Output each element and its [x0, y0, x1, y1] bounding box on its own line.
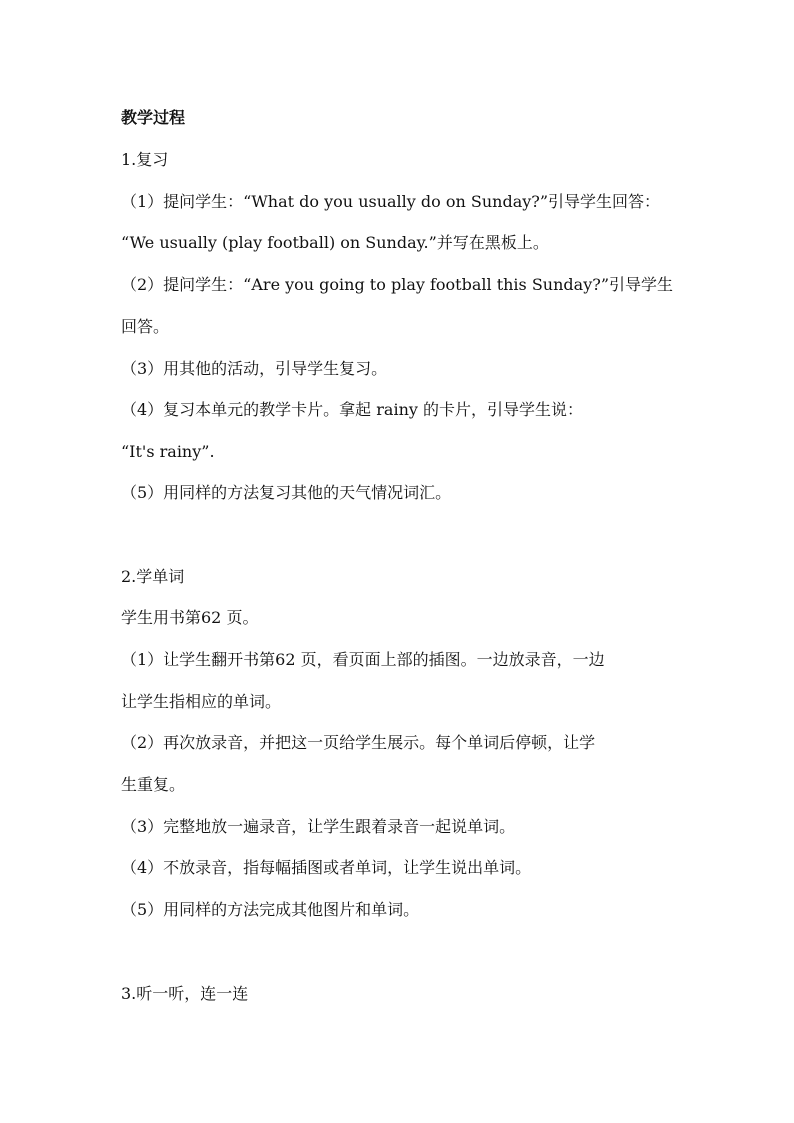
section-2-line-3: 让学生指相应的单词。 [121, 692, 282, 711]
section-2-line-7: （4）不放录音，指每幅插图或者单词，让学生说出单词。 [121, 858, 532, 877]
section-1-line-8: （5）用同样的方法复习其他的天气情况词汇。 [121, 483, 452, 502]
section-1-line-3: （2）提问学生：“Are you going to play football this Sunday?”引导学生 [121, 275, 673, 294]
section-1-line-5: （3）用其他的活动，引导学生复习。 [121, 359, 388, 378]
section-2-line-4: （2）再次放录音，并把这一页给学生展示。每个单词后停顿，让学 [121, 733, 596, 752]
section-2-line-1: 学生用书第62 页。 [121, 608, 259, 627]
section-1-line-6: （4）复习本单元的教学卡片。拿起 rainy 的卡片，引导学生说： [121, 400, 584, 419]
section-1-line-7: “It's rainy”. [121, 442, 215, 461]
section-2-line-2: （1）让学生翻开书第62 页，看页面上部的插图。一边放录音，一边 [121, 650, 605, 669]
section-1-heading: 1.复习 [121, 150, 169, 169]
section-3-heading: 3.听一听，连一连 [121, 984, 249, 1003]
document-title: 教学过程 [121, 108, 186, 127]
section-2-line-8: （5）用同样的方法完成其他图片和单词。 [121, 900, 420, 919]
section-2-line-5: 生重复。 [121, 775, 186, 794]
section-1-line-1: （1）提问学生：“What do you usually do on Sunday?”引导学生回答： [121, 192, 661, 211]
section-1-line-2: “We usually (play football) on Sunday.”并写在黑板上。 [121, 233, 549, 252]
section-2-line-6: （3）完整地放一遍录音，让学生跟着录音一起说单词。 [121, 817, 516, 836]
section-1-line-4: 回答。 [121, 317, 170, 336]
section-2-heading: 2.学单词 [121, 567, 185, 586]
